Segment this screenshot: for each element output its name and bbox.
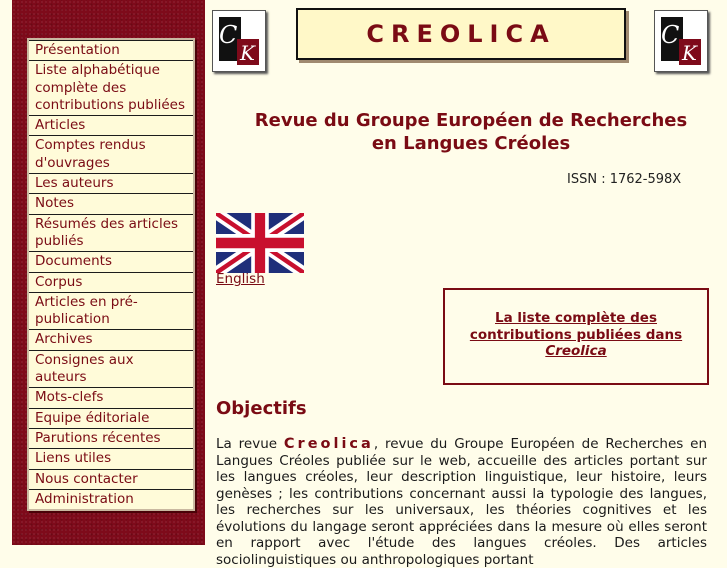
menu-item-pre-publication[interactable]: Articles en pré-publication xyxy=(29,293,193,331)
sidebar xyxy=(12,0,205,545)
logo-left xyxy=(212,10,266,72)
para-intro: La revue xyxy=(216,436,284,452)
menu-item-presentation[interactable]: Présentation xyxy=(29,40,193,61)
menu-item-documents[interactable]: Documents xyxy=(29,252,193,272)
menu-item-notes[interactable]: Notes xyxy=(29,194,193,214)
objectifs-heading: Objectifs xyxy=(216,398,307,419)
journal-subtitle xyxy=(216,109,726,155)
menu-item-articles[interactable]: Articles xyxy=(29,116,193,136)
menu-item-mots-clefs[interactable]: Mots-clefs xyxy=(29,388,193,408)
menu-item-liens[interactable]: Liens utiles xyxy=(29,449,193,469)
menu-item-consignes[interactable]: Consignes aux auteurs xyxy=(29,351,193,389)
list-link-line-1[interactable]: La liste complète des xyxy=(495,310,657,326)
subtitle-line-2: en Langues Créoles xyxy=(371,133,571,154)
logo-letter-c: C xyxy=(219,21,238,49)
menu-item-administration[interactable]: Administration xyxy=(35,490,134,507)
journal-name: Creolica xyxy=(283,436,374,452)
menu-item-contact[interactable]: Nous contacter xyxy=(29,470,193,490)
objectifs-paragraph xyxy=(216,436,707,568)
para-text: , revue du Groupe Européen de Recherches en Langues Créoles publiée sur le web, accueille des articles portant sur les langues créoles, leur description linguistique, leur histoire, leurs genèses ; les contributions concernant aussi la typologie des langues, les recherches sur les universaux, les théories cognitives et les évolutions du langage seront appréciées dans la mesure où elles seront en rapport avec l'étude des langues créoles. Des articles sociolinguistiques ou anthropologiques portant xyxy=(216,436,707,568)
english-link[interactable]: English xyxy=(216,271,265,287)
logo-letter-k: K xyxy=(240,41,255,65)
menu-item-auteurs[interactable]: Les auteurs xyxy=(29,174,193,194)
list-link-line-3[interactable]: Creolica xyxy=(545,343,607,359)
menu-item-resumes[interactable]: Résumés des articles publiés xyxy=(29,215,193,253)
subtitle-line-1: Revue du Groupe Européen de Recherches xyxy=(254,110,688,131)
menu-item-parutions[interactable]: Parutions récentes xyxy=(29,429,193,449)
menu-item-liste-alphabetique[interactable]: Liste alphabétique complète des contributions publiées xyxy=(29,61,193,116)
site-title: CREOLICA xyxy=(296,8,626,60)
logo-letter-k: K xyxy=(682,41,697,65)
logo-letter-c: C xyxy=(661,21,680,49)
contributions-list-link[interactable] xyxy=(445,310,707,360)
menu-item-comptes-rendus[interactable]: Comptes rendus d'ouvrages xyxy=(29,136,193,174)
issn: ISSN : 1762-598X xyxy=(567,172,682,187)
menu-item-corpus[interactable]: Corpus xyxy=(29,273,193,293)
contributions-list-box xyxy=(443,288,709,385)
menu-item-equipe[interactable]: Equipe éditoriale xyxy=(29,409,193,429)
menu-item-archives[interactable]: Archives xyxy=(29,330,193,350)
list-link-line-2[interactable]: contributions publiées dans xyxy=(469,326,683,343)
logo-right xyxy=(654,10,708,72)
uk-flag-icon[interactable] xyxy=(216,213,304,273)
main-menu xyxy=(27,38,195,511)
